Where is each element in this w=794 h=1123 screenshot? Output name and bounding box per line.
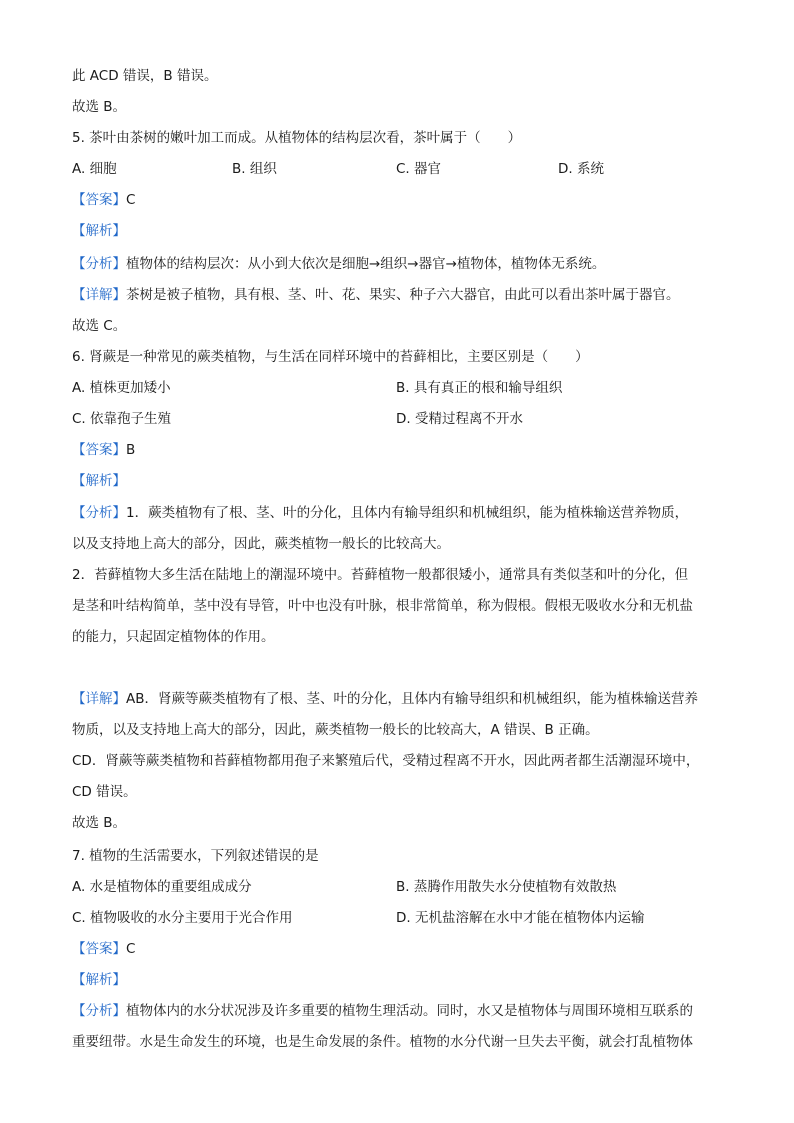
detail-text: 茶树是被子植物，具有根、茎、叶、花、果实、种子六大器官，由此可以看出茶叶属于器官。 — [126, 287, 680, 303]
answer-value: C — [126, 192, 136, 208]
option-a: A. 水是植物体的重要组成成分 — [72, 879, 252, 895]
fenxi-line — [72, 1001, 722, 1021]
fenxi-line — [72, 254, 722, 274]
text-line: 2．苔藓植物大多生活在陆地上的潮湿环境中。苔藓植物一般都很矮小，通常具有类似茎和叶的分化，但 — [72, 567, 689, 583]
option-b: B. 具有真正的根和输导组织 — [396, 380, 563, 396]
answer-value: B — [126, 442, 136, 458]
answer-tag: 【答案】 — [72, 941, 126, 957]
text-line: 的能力，只起固定植物体的作用。 — [72, 629, 275, 645]
option-d: D. 系统 — [558, 161, 604, 177]
option-d: D. 无机盐溶解在水中才能在植物体内运输 — [396, 910, 645, 926]
detail-text: AB．肾蕨等蕨类植物有了根、茎、叶的分化，且体内有输导组织和机械组织，能为植株输送营养 — [126, 691, 698, 707]
text-line: CD 错误。 — [72, 784, 137, 800]
fenxi-tag: 【分析】 — [72, 256, 126, 272]
text-line: 以及支持地上高大的部分，因此，蕨类植物一般长的比较高大。 — [72, 536, 450, 552]
analysis-tag: 【解析】 — [72, 473, 126, 489]
text-line: CD．肾蕨等蕨类植物和苔藓植物都用孢子来繁殖后代，受精过程离不开水，因此两者都生活潮湿环境中， — [72, 753, 700, 769]
conclusion: 故选 B。 — [72, 815, 127, 831]
option-c: C. 依靠孢子生殖 — [72, 411, 172, 427]
fenxi-tag: 【分析】 — [72, 505, 126, 521]
answer-value: C — [126, 941, 136, 957]
conclusion: 故选 C。 — [72, 318, 127, 334]
answer-line — [72, 440, 722, 460]
answer-tag: 【答案】 — [72, 442, 126, 458]
option-c: C. 植物吸收的水分主要用于光合作用 — [72, 910, 293, 926]
detail-tag: 【详解】 — [72, 691, 126, 707]
text-line: 此 ACD 错误，B 错误。 — [72, 68, 218, 84]
detail-line — [72, 689, 722, 709]
analysis-tag: 【解析】 — [72, 972, 126, 988]
option-b: B. 组织 — [232, 161, 277, 177]
conclusion: 故选 B。 — [72, 99, 127, 115]
fenxi-text: 植物体的结构层次：从小到大依次是细胞→组织→器官→植物体，植物体无系统。 — [126, 256, 606, 272]
analysis-line — [72, 970, 722, 990]
question-7-stem: 7. 植物的生活需要水，下列叙述错误的是 — [72, 848, 319, 864]
fenxi-line — [72, 503, 722, 523]
fenxi-tag: 【分析】 — [72, 1003, 126, 1019]
question-6-stem: 6. 肾蕨是一种常见的蕨类植物，与生活在同样环境中的苔藓相比，主要区别是（ ） — [72, 349, 589, 365]
detail-line — [72, 285, 722, 305]
analysis-tag: 【解析】 — [72, 223, 126, 239]
option-c: C. 器官 — [396, 161, 442, 177]
analysis-line — [72, 221, 722, 241]
question-5-stem: 5. 茶叶由茶树的嫩叶加工而成。从植物体的结构层次看，茶叶属于（ ） — [72, 130, 522, 146]
text-line: 物质，以及支持地上高大的部分，因此，蕨类植物一般长的比较高大，A 错误、B 正确。 — [72, 722, 599, 738]
answer-line — [72, 939, 722, 959]
detail-tag: 【详解】 — [72, 287, 126, 303]
text-line: 是茎和叶结构简单，茎中没有导管，叶中也没有叶脉，根非常简单，称为假根。假根无吸收水分和无机盐 — [72, 598, 693, 614]
text-line: 重要纽带。水是生命发生的环境，也是生命发展的条件。植物的水分代谢一旦失去平衡，就会打乱植物体 — [72, 1034, 693, 1050]
option-b: B. 蒸腾作用散失水分使植物有效散热 — [396, 879, 617, 895]
answer-tag: 【答案】 — [72, 192, 126, 208]
answer-line — [72, 190, 722, 210]
analysis-line — [72, 471, 722, 491]
fenxi-text: 植物体内的水分状况涉及许多重要的植物生理活动。同时，水又是植物体与周围环境相互联系的 — [126, 1003, 693, 1019]
option-d: D. 受精过程离不开水 — [396, 411, 523, 427]
fenxi-text: 1．蕨类植物有了根、茎、叶的分化，且体内有输导组织和机械组织，能为植株输送营养物质， — [126, 505, 689, 521]
option-a: A. 细胞 — [72, 161, 117, 177]
option-a: A. 植株更加矮小 — [72, 380, 171, 396]
